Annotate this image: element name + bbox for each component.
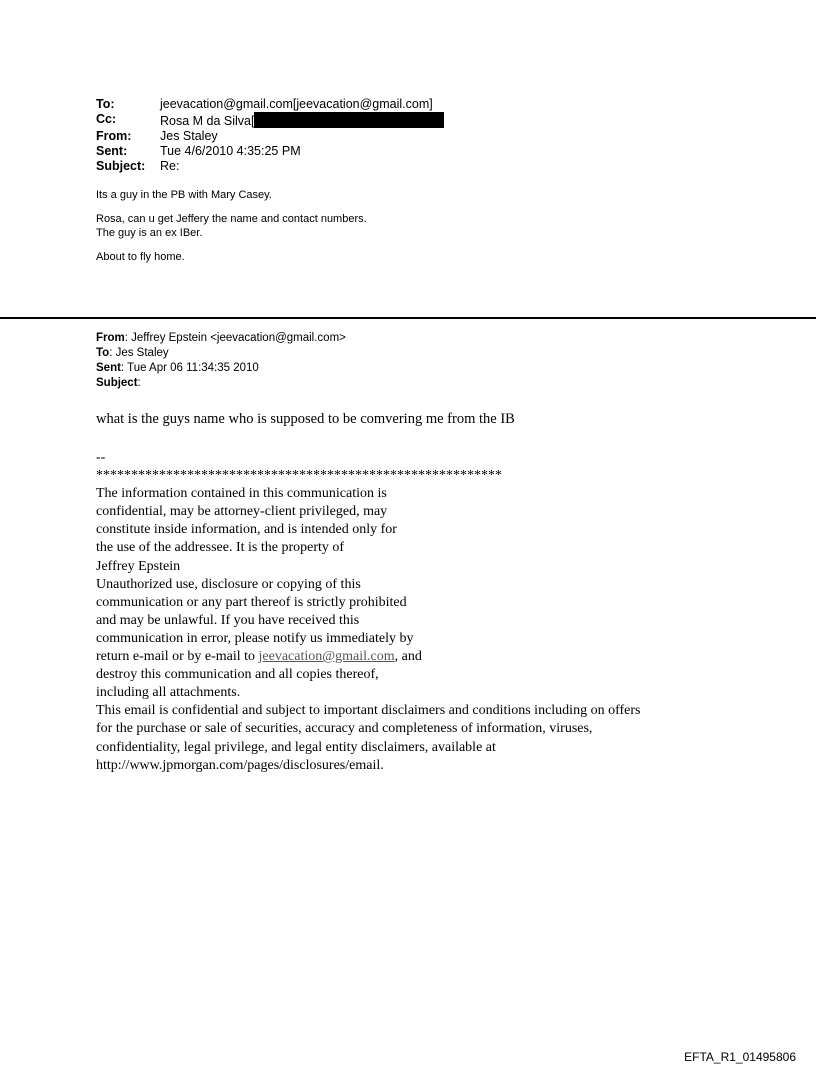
signature-line: The information contained in this communication is [96,486,387,502]
signature-stars: ********************************************************** [96,468,502,484]
redaction-box [254,112,444,128]
original-subject-row [96,376,346,391]
reply-header [96,97,444,174]
to-label: To: [96,97,115,111]
signature-block [96,449,786,775]
signature-dashes: -- [96,450,106,465]
from-row [96,129,444,144]
from-label: From: [96,129,132,143]
sent-row [96,144,444,159]
signature-line: communication in error, please notify us immediately by [96,630,414,646]
signature-line: Unauthorized use, disclosure or copying of this [96,576,361,592]
signature-line: This email is confidential and subject to important disclaimers and conditions including on offers [96,703,641,719]
signature-line: confidentiality, legal privilege, and legal entity disclaimers, available at [96,739,496,755]
cc-row [96,112,444,129]
signature-line: for the purchase or sale of securities, accuracy and completeness of information, viruses, [96,721,593,737]
reply-paragraph-3: About to fly home. [96,251,185,263]
reply-paragraph-2-line-2: The guy is an ex IBer. [96,227,203,239]
reply-paragraph-2-line-1: Rosa, can u get Jeffery the name and contact numbers. [96,213,367,225]
signature-line: constitute inside information, and is intended only for [96,522,397,538]
from-value: Jes Staley [160,129,218,143]
signature-line: destroy this communication and all copies thereof, [96,667,379,683]
signature-email-line [96,648,786,666]
original-header [96,331,346,391]
sent-value: Tue 4/6/2010 4:35:25 PM [160,144,301,158]
signature-line: communication or any part thereof is strictly prohibited [96,594,407,610]
to-value: jeevacation@gmail.com[jeevacation@gmail.com] [160,97,433,111]
sent-label: Sent: [96,144,128,158]
signature-line: http://www.jpmorgan.com/pages/disclosures/email. [96,757,384,773]
signature-line: Jeffrey Epstein [96,558,181,574]
subject-value: Re: [160,159,180,173]
original-subject-value: : [137,377,141,389]
original-to-label: To [96,347,110,359]
original-message: what is the guys name who is supposed to be comvering me from the IB [96,411,515,427]
cc-value: Rosa M da Silva[ [160,114,255,128]
document-id-footer: EFTA_R1_01495806 [684,1050,796,1064]
signature-line: including all attachments. [96,685,241,701]
message-divider [0,317,816,319]
original-subject-label: Subject [96,377,138,389]
original-from-label: From [96,332,125,344]
email-link[interactable]: jeevacation@gmail.com [258,649,395,665]
reply-paragraph-1: Its a guy in the PB with Mary Casey. [96,189,272,201]
subject-row [96,159,444,174]
signature-line: the use of the addressee. It is the property of [96,540,345,556]
original-from-row [96,331,346,346]
original-sent-row [96,361,346,376]
original-to-value: : Jes Staley [109,347,169,359]
to-row [96,97,444,112]
original-sent-label: Sent [96,362,121,374]
reply-body [96,188,367,274]
original-from-value: : Jeffrey Epstein <jeevacation@gmail.com> [124,332,346,344]
signature-line: confidential, may be attorney-client privileged, may [96,504,388,520]
signature-email-suffix: , and [394,649,422,665]
cc-label: Cc: [96,112,117,126]
signature-email-prefix: return e-mail or by e-mail to [96,649,259,665]
subject-label: Subject: [96,159,146,173]
reply-paragraph-2 [96,212,367,240]
signature-line: and may be unlawful. If you have received this [96,612,360,628]
original-sent-value: : Tue Apr 06 11:34:35 2010 [120,362,259,374]
original-to-row [96,346,346,361]
